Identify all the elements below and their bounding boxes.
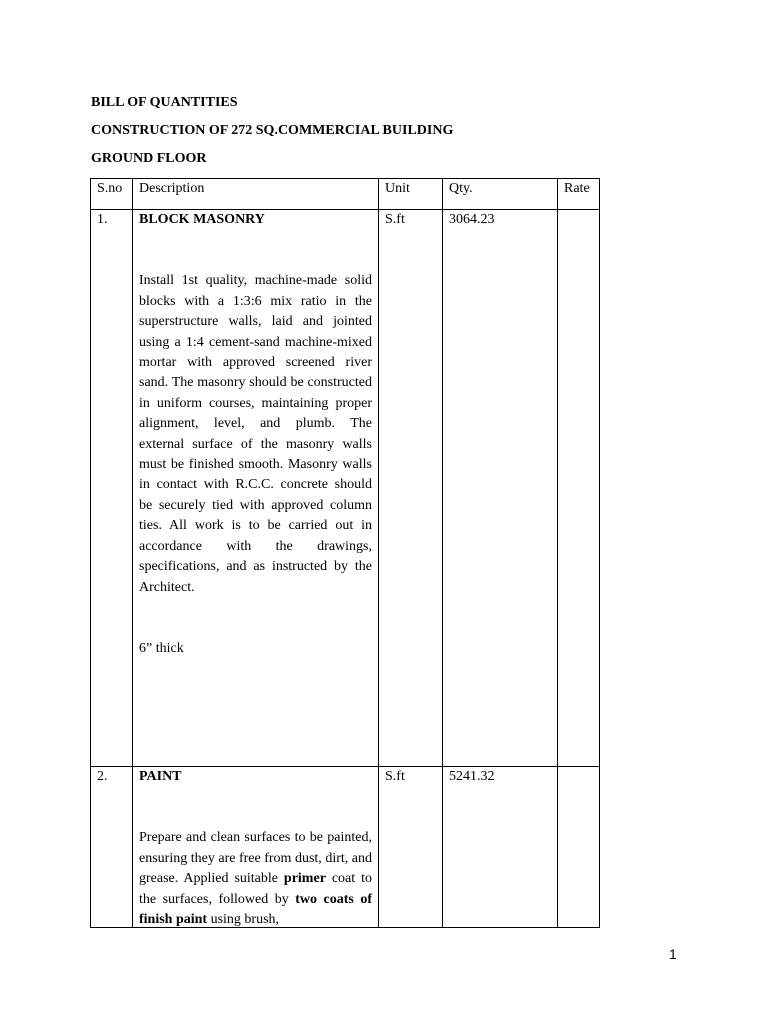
item-specification: Install 1st quality, machine-made solid blocks with a 1:3:6 mix ratio in the superstructure walls, laid and jointed using a 1:4 cement-sand machine-mixed mortar with approved screened river sand. The masonry should be constructed in uniform courses, maintaining proper alignment, level, and plumb. The external surface of the masonry walls must be finished smooth. Masonry walls in contact with R.C.C. concrete should be securely tied with approved column ties. All work is to be carried out in accordance with the drawings, specifications, and as instructed by the Architect.: [139, 273, 372, 595]
row-description: [133, 210, 379, 767]
item-specification: Prepare and clean surfaces to be painted, ensuring they are free from dust, dirt, and grease. Applied suitable primer coat to the surfaces, followed by two coats of finish paint using brush,: [139, 830, 372, 927]
column-header-description: Description: [133, 179, 379, 210]
column-header-qty: Qty.: [443, 179, 558, 210]
column-header-rate: Rate: [558, 179, 600, 210]
page-number: 1: [669, 946, 677, 962]
item-thickness: 6” thick: [139, 640, 184, 656]
row-sno: 1.: [91, 210, 133, 767]
row-description: [133, 767, 379, 928]
column-header-unit: Unit: [379, 179, 443, 210]
row-rate: [558, 210, 600, 767]
row-unit: S.ft: [379, 767, 443, 928]
row-qty: 5241.32: [443, 767, 558, 928]
finish-paint-emphasis: two coats of finish paint: [139, 891, 372, 927]
row-unit: S.ft: [379, 210, 443, 767]
primer-emphasis: primer: [283, 871, 326, 887]
item-title: PAINT: [139, 769, 182, 784]
row-sno: 2.: [91, 767, 133, 928]
item-title: BLOCK MASONRY: [139, 212, 265, 227]
row-rate: [558, 767, 600, 928]
bill-of-quantities-table: [90, 178, 600, 928]
table-header-row: [91, 179, 600, 210]
document-title: BILL OF QUANTITIES: [91, 95, 238, 110]
table-row: [91, 767, 600, 928]
floor-heading: GROUND FLOOR: [91, 151, 207, 166]
table-row: [91, 210, 600, 767]
project-title: CONSTRUCTION OF 272 SQ.COMMERCIAL BUILDING: [91, 123, 454, 138]
row-qty: 3064.23: [443, 210, 558, 767]
column-header-sno: S.no: [91, 179, 133, 210]
